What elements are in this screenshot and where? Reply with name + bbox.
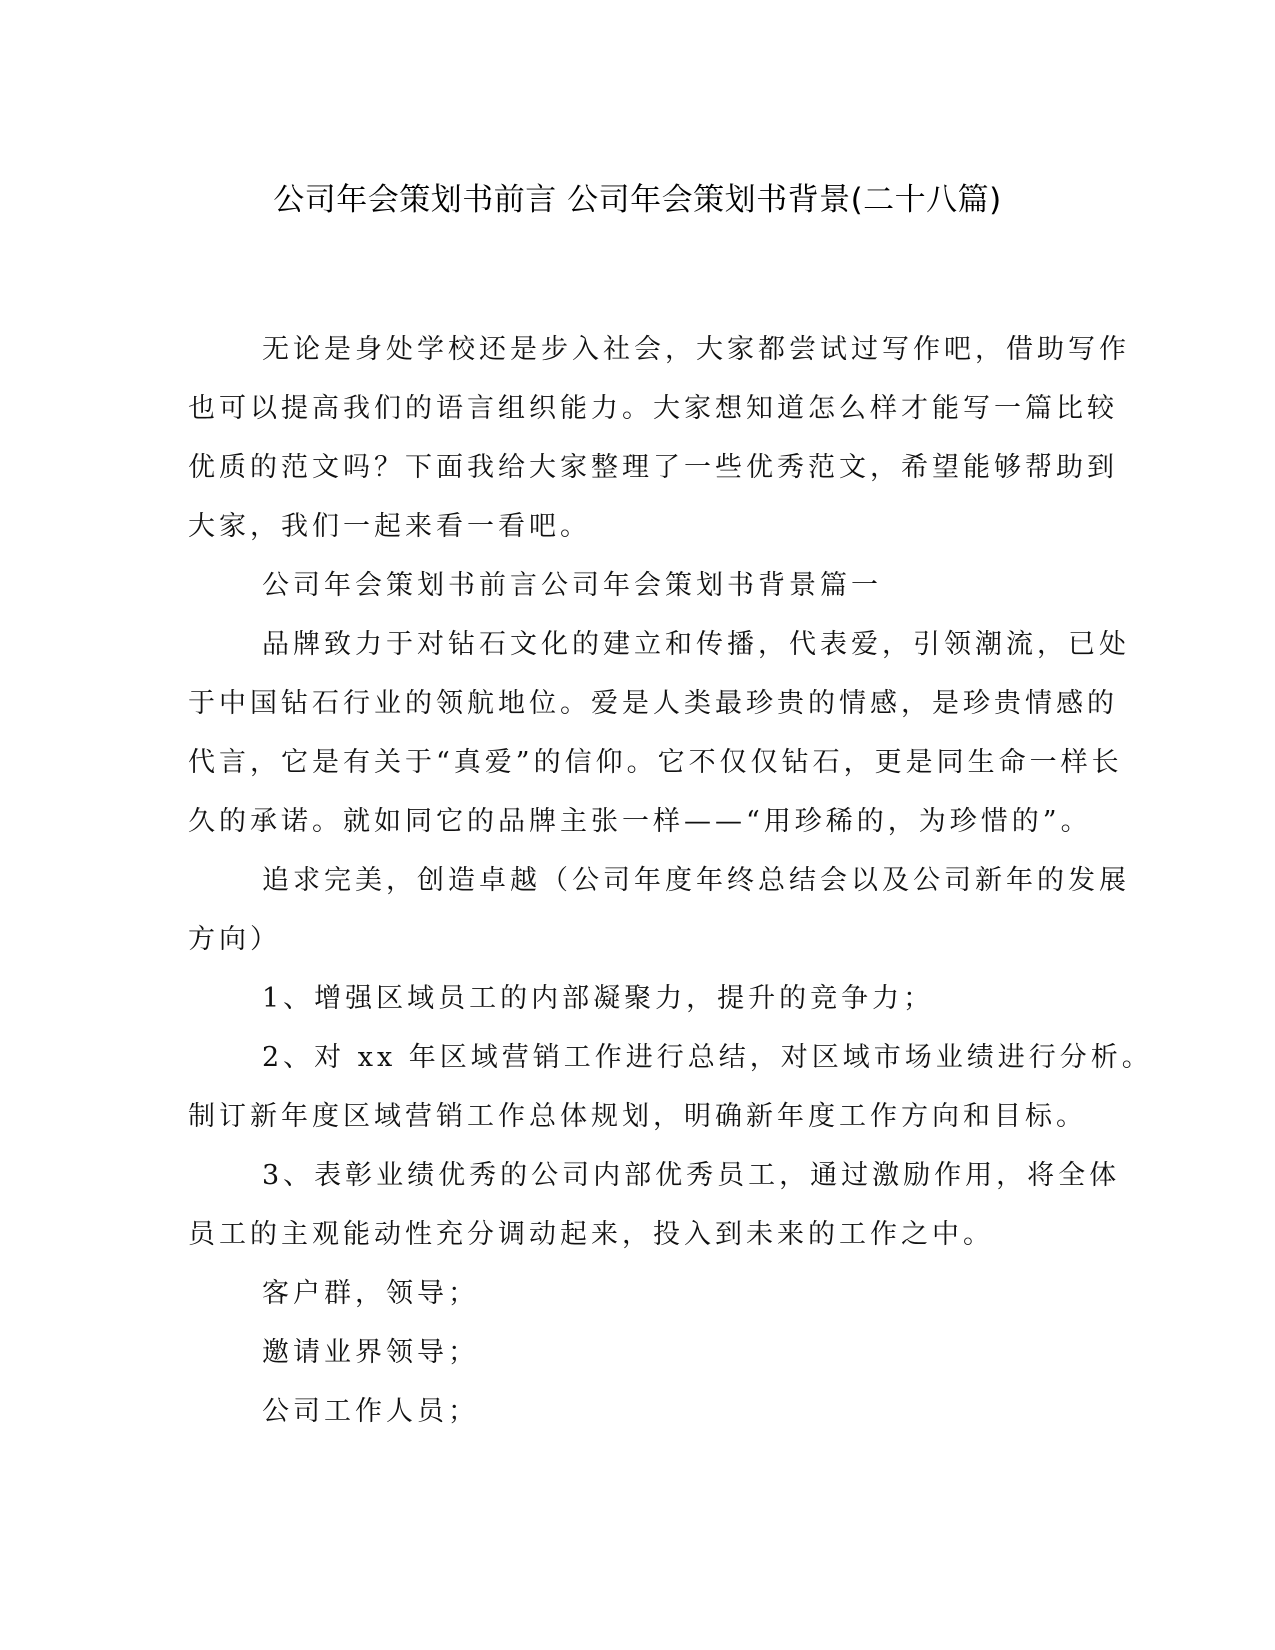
paragraph-line: 追求完美，创造卓越（公司年度年终总结会以及公司新年的发展 bbox=[262, 865, 1130, 896]
paragraph-line: 员工的主观能动性充分调动起来，投入到未来的工作之中。 bbox=[188, 1219, 994, 1250]
paragraph-line: 公司年会策划书前言公司年会策划书背景篇一 bbox=[262, 570, 882, 601]
paragraph-line: 2、对 xx 年区域营销工作进行总结，对区域市场业绩进行分析。 bbox=[262, 1042, 1153, 1073]
paragraph-line: 品牌致力于对钻石文化的建立和传播，代表爱，引领潮流，已处 bbox=[262, 629, 1130, 660]
paragraph-line: 3、表彰业绩优秀的公司内部优秀员工，通过激励作用，将全体 bbox=[262, 1160, 1121, 1191]
document-title: 公司年会策划书前言 公司年会策划书背景(二十八篇) bbox=[273, 182, 1002, 218]
paragraph-line: 制订新年度区域营销工作总体规划，明确新年度工作方向和目标。 bbox=[188, 1101, 1087, 1132]
paragraph-line: 大家，我们一起来看一看吧。 bbox=[188, 511, 591, 542]
paragraph-line: 公司工作人员； bbox=[262, 1396, 479, 1427]
paragraph-line: 优质的范文吗？下面我给大家整理了一些优秀范文，希望能够帮助到 bbox=[188, 452, 1118, 483]
paragraph-line: 方向） bbox=[188, 924, 281, 955]
paragraph-line: 久的承诺。就如同它的品牌主张一样——“用珍稀的，为珍惜的”。 bbox=[188, 806, 1092, 837]
paragraph-line: 1、增强区域员工的内部凝聚力，提升的竞争力； bbox=[262, 983, 935, 1014]
paragraph-line: 于中国钻石行业的领航地位。爱是人类最珍贵的情感，是珍贵情感的 bbox=[188, 688, 1118, 719]
paragraph-line: 无论是身处学校还是步入社会，大家都尝试过写作吧，借助写作 bbox=[262, 334, 1130, 365]
paragraph-line: 代言，它是有关于“真爱”的信仰。它不仅仅钻石，更是同生命一样长 bbox=[188, 747, 1123, 778]
document-body bbox=[188, 320, 1153, 1441]
paragraph-line: 客户群，领导； bbox=[262, 1278, 479, 1309]
paragraph-line: 也可以提高我们的语言组织能力。大家想知道怎么样才能写一篇比较 bbox=[188, 393, 1118, 424]
paragraph-line: 邀请业界领导； bbox=[262, 1337, 479, 1368]
